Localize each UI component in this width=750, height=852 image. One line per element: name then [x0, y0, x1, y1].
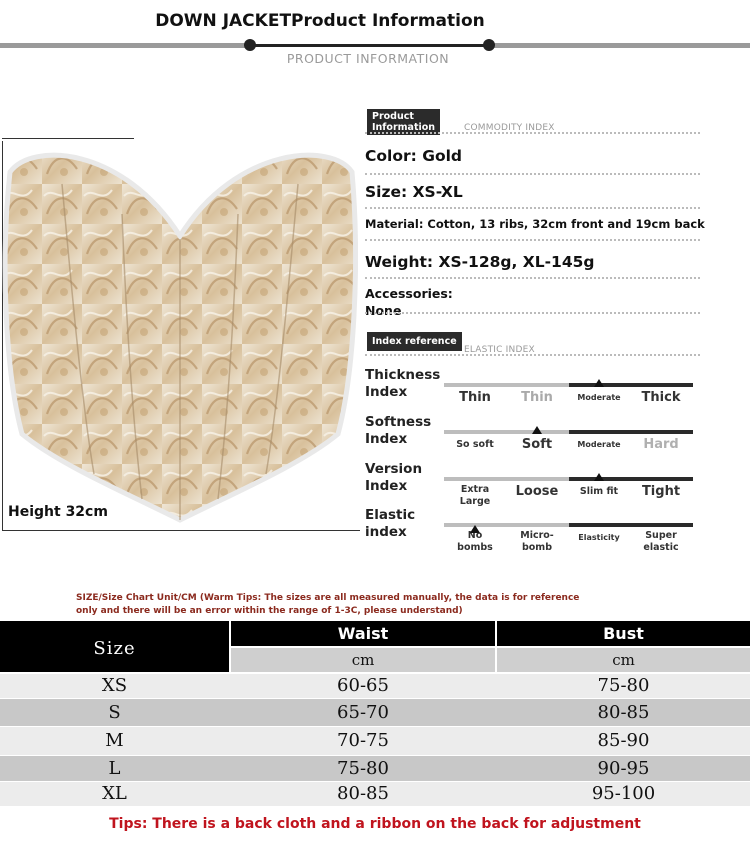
- index-label: Version: [365, 461, 423, 477]
- triangle-marker-icon: [532, 426, 542, 434]
- divider: [365, 132, 700, 134]
- index-label: Index: [365, 384, 408, 400]
- index-option: Elasticity: [578, 533, 620, 542]
- divider: [365, 207, 700, 209]
- index-label: Thickness: [365, 367, 441, 383]
- index-option: Loose: [515, 484, 559, 499]
- color-info: Color: Gold: [365, 147, 463, 165]
- index-scale-bar: [444, 430, 693, 434]
- waist-cell: 65-70: [337, 702, 389, 723]
- header-dot-left: [244, 39, 256, 51]
- header-divider-mid: [250, 44, 488, 47]
- index-scale-bar: [444, 383, 693, 387]
- waist-cell: 60-65: [337, 675, 389, 696]
- page-title: DOWN JACKETProduct Information: [155, 11, 485, 31]
- bust-cell: 85-90: [597, 730, 650, 751]
- table-row: [0, 699, 750, 726]
- index-option: Super elastic: [643, 530, 679, 553]
- index-option: So soft: [456, 439, 494, 450]
- index-option-selected: No bombs: [457, 530, 493, 553]
- index-option: Moderate: [577, 440, 621, 449]
- bust-cell: 80-85: [597, 702, 650, 723]
- waist-unit: cm: [231, 648, 495, 672]
- waist-column-header: Waist: [231, 621, 495, 646]
- index-option-selected: Moderate: [577, 393, 621, 402]
- page-subtitle: PRODUCT INFORMATION: [286, 51, 450, 66]
- header-divider-right: [490, 43, 750, 48]
- triangle-marker-icon: [594, 473, 604, 481]
- table-row: [0, 782, 750, 806]
- index-option: Thin: [459, 390, 491, 405]
- index-label: Index: [365, 431, 408, 447]
- accessories-label: Accessories:: [365, 286, 453, 301]
- index-option-selected: Soft: [521, 437, 553, 452]
- triangle-marker-icon: [594, 379, 604, 387]
- table-row: [0, 756, 750, 781]
- elastic-index-label: ELASTIC INDEX: [464, 345, 535, 355]
- index-label: Softness: [365, 414, 432, 430]
- tag-line-2: Information: [372, 122, 436, 133]
- table-row: [0, 727, 750, 755]
- index-option: Thin: [521, 390, 553, 405]
- index-label: Index: [365, 478, 408, 494]
- material-info: Material: Cotton, 13 ribs, 32cm front and 19cm back: [365, 217, 705, 231]
- index-scale-bar: [444, 523, 693, 527]
- tag-line-1: Product: [372, 111, 414, 122]
- size-column-header: Size: [0, 621, 229, 672]
- index-label: index: [365, 524, 407, 540]
- header-dot-right: [483, 39, 495, 51]
- divider: [365, 277, 700, 279]
- index-option: Hard: [643, 437, 679, 452]
- size-cell: S: [108, 702, 121, 723]
- waist-cell: 75-80: [337, 758, 389, 779]
- size-info: Size: XS-XL: [365, 183, 463, 201]
- divider: [365, 354, 700, 356]
- bust-column-header: Bust: [497, 621, 750, 646]
- divider: [365, 312, 700, 314]
- index-option: Thick: [641, 390, 681, 405]
- bust-cell: 75-80: [597, 675, 650, 696]
- bust-unit: cm: [497, 648, 750, 672]
- image-frame-top: [2, 138, 134, 139]
- size-cell: M: [105, 730, 124, 751]
- index-scale-bar: [444, 477, 693, 481]
- index-reference-tag: Index reference: [367, 332, 462, 351]
- index-option-selected: Slim fit: [579, 486, 619, 497]
- size-cell: XS: [101, 675, 128, 696]
- bust-cell: 95-100: [591, 783, 656, 804]
- waist-cell: 70-75: [337, 730, 389, 751]
- divider: [365, 239, 700, 241]
- weight-info: Weight: XS-128g, XL-145g: [365, 253, 595, 271]
- accessories-value: None: [365, 303, 402, 318]
- triangle-marker-icon: [470, 525, 480, 533]
- size-cell: L: [108, 758, 121, 779]
- waist-cell: 80-85: [337, 783, 389, 804]
- size-chart-note: SIZE/Size Chart Unit/CM (Warm Tips: The sizes are all measured manually, the data is for reference only and there will be an error within the range of 1-3C, please understand): [76, 593, 580, 616]
- index-option: Extra Large: [459, 484, 491, 507]
- size-cell: XL: [102, 783, 127, 804]
- index-option: Micro-bomb: [520, 530, 554, 553]
- header-divider-left: [0, 43, 248, 48]
- height-label: Height 32cm: [8, 504, 108, 520]
- commodity-index-label: COMMODITY INDEX: [464, 123, 555, 133]
- index-option: Tight: [641, 484, 681, 499]
- index-label: Elastic: [365, 507, 416, 523]
- bust-cell: 90-95: [597, 758, 650, 779]
- adjustment-tip: Tips: There is a back cloth and a ribbon on the back for adjustment: [109, 816, 641, 832]
- divider: [365, 173, 700, 175]
- table-row: [0, 674, 750, 698]
- corset-product-image: [2, 144, 358, 528]
